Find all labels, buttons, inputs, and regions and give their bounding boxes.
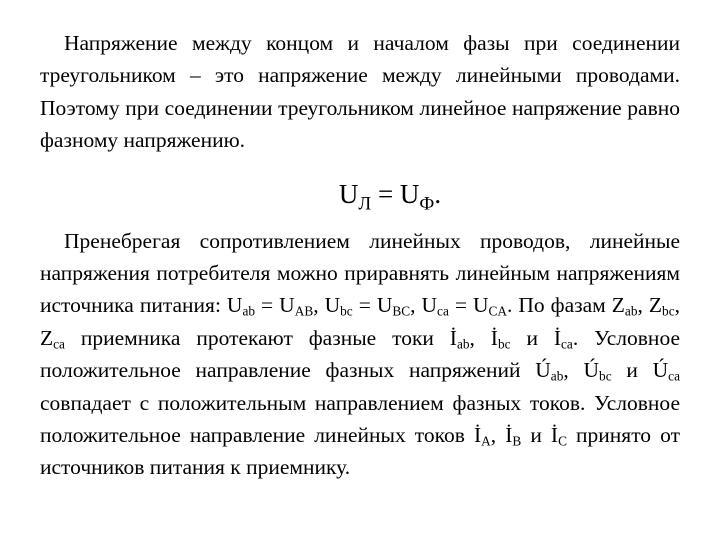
line-currents bbox=[474, 423, 567, 447]
text-segment-2: . По фазам bbox=[507, 293, 612, 318]
symbol-sub: C bbox=[558, 433, 567, 449]
symbol: , Z bbox=[40, 293, 680, 350]
symbol-sub: bc bbox=[599, 368, 612, 384]
phase-currents bbox=[450, 326, 573, 350]
symbol: , İ bbox=[469, 325, 498, 350]
symbol-sub: bc bbox=[662, 304, 675, 320]
symbol: İ bbox=[473, 423, 482, 448]
symbol: , Z bbox=[637, 293, 663, 318]
formula-lhs: U bbox=[338, 178, 359, 209]
symbol-sub: BC bbox=[392, 304, 411, 320]
symbol-sub: B bbox=[512, 433, 522, 449]
symbol: и Ú bbox=[611, 358, 669, 383]
symbol: Z bbox=[611, 293, 625, 318]
paragraph-delta-voltage: Напряжение между концом и началом фазы при соединении треугольником – это напряжение между линейными проводами. Поэтому при соединении треугольником линейное напряжение равно фазному напряжению. bbox=[40, 31, 680, 153]
symbol: = U bbox=[448, 293, 489, 318]
text-segment-3: приемника протекают фазные токи bbox=[64, 325, 450, 350]
symbol: , Ú bbox=[563, 358, 600, 383]
symbol: и İ bbox=[510, 325, 562, 350]
formula-line-equals-phase bbox=[40, 174, 680, 214]
symbol: , U bbox=[410, 293, 438, 318]
formula-lhs-sub: Л bbox=[358, 193, 372, 215]
symbol: и İ bbox=[521, 423, 559, 448]
symbol-sub: ca bbox=[561, 336, 573, 352]
formula-equals: = bbox=[371, 178, 400, 209]
line-voltages-equations bbox=[226, 293, 508, 320]
symbol-sub: ca bbox=[53, 336, 65, 352]
symbol: , U bbox=[313, 293, 341, 318]
symbol: = U bbox=[255, 293, 295, 318]
text-segment-6: принято от источников питания к приемнику. bbox=[40, 423, 680, 480]
text-segment-5: совпадает с положительным направлением фазных токов. Условное положительное направление линейных токов bbox=[40, 390, 680, 448]
symbol-sub: ab bbox=[242, 304, 256, 320]
symbol-sub: CA bbox=[488, 304, 508, 320]
symbol-sub: ca bbox=[437, 304, 449, 320]
symbol-sub: ab bbox=[456, 336, 470, 352]
symbol-sub: bc bbox=[497, 336, 511, 352]
text-segment-4: . Условное положительное направление фазных напряжений bbox=[40, 325, 680, 383]
symbol-sub: ab bbox=[550, 368, 564, 384]
formula-end: . bbox=[434, 178, 442, 209]
symbol: Ú bbox=[535, 358, 551, 383]
text-segment-1: Пренебрегая сопротивлением линейных проводов, линейные напряжения потребителя можно приравнять линейным напряжениям источника питания: bbox=[40, 228, 680, 318]
symbol: = U bbox=[352, 293, 393, 318]
symbol: U bbox=[226, 293, 243, 318]
paragraph-currents-voltages bbox=[40, 225, 680, 484]
symbol: , İ bbox=[490, 423, 513, 448]
symbol-sub: ab bbox=[624, 304, 638, 320]
phase-voltages bbox=[535, 358, 680, 382]
symbol-sub: ca bbox=[668, 368, 681, 384]
symbol-sub: A bbox=[481, 433, 491, 449]
formula-rhs-sub: Ф bbox=[419, 193, 435, 215]
symbol: İ bbox=[449, 325, 457, 350]
symbol-sub: AB bbox=[294, 304, 314, 320]
symbol-sub: bc bbox=[340, 304, 353, 320]
formula-rhs: U bbox=[399, 178, 420, 209]
